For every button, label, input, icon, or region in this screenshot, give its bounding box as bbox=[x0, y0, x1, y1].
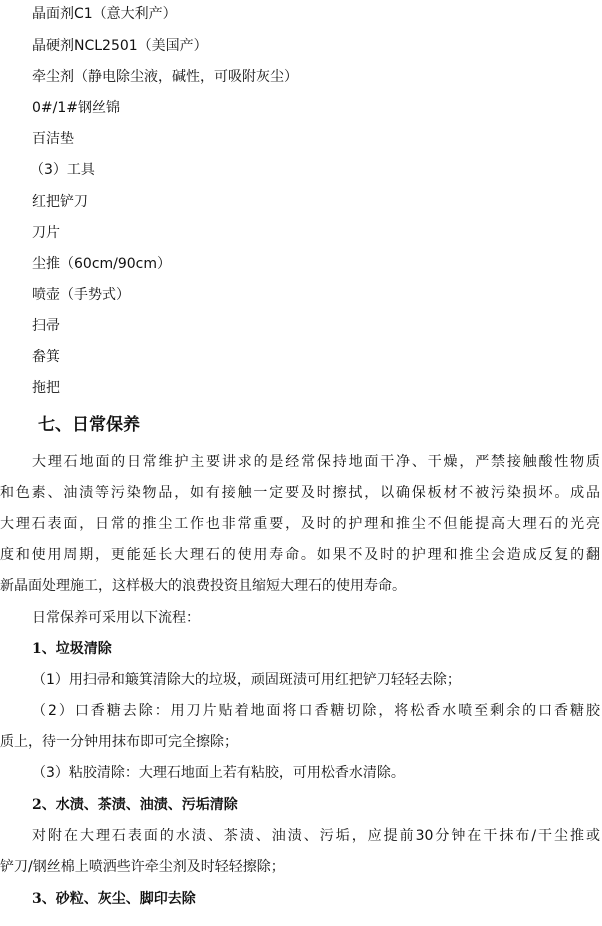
step-item: （2）口香糖去除：用刀片贴着地面将口香糖切除，将松香水喷至剩余的口香糖胶 bbox=[32, 703, 600, 719]
list-item: 拖把 bbox=[32, 380, 60, 396]
paragraph-line: 大理石表面，日常的推尘工作也非常重要，及时的护理和推尘不但能提高大理石的光亮 bbox=[0, 516, 600, 532]
list-item: 晶面剂C1（意大利产） bbox=[32, 6, 177, 22]
paragraph-line: 对附在大理石表面的水渍、茶渍、油渍、污垢，应提前30分钟在干抹布/干尘推或 bbox=[32, 828, 600, 844]
list-item: 刀片 bbox=[32, 225, 60, 241]
list-item: 红把铲刀 bbox=[32, 194, 88, 210]
paragraph-line: 新晶面处理施工，这样极大的浪费投资且缩短大理石的使用寿命。 bbox=[0, 578, 406, 594]
step-heading: 3、砂粒、灰尘、脚印去除 bbox=[32, 891, 196, 907]
step-heading: 1、垃圾清除 bbox=[32, 641, 112, 657]
step-item: 质上，待一分钟用抹布即可完全擦除； bbox=[0, 734, 238, 750]
paragraph-line: 和色素、油渍等污染物品，如有接触一定要及时擦拭，以确保板材不被污染损坏。成品 bbox=[0, 485, 600, 501]
list-item: 扫帚 bbox=[32, 318, 60, 334]
list-item: 喷壶（手势式） bbox=[32, 287, 130, 303]
step-heading: 2、水渍、茶渍、油渍、污垢清除 bbox=[32, 797, 238, 813]
section-heading: 七、日常保养 bbox=[38, 415, 140, 435]
step-item: （3）粘胶清除：大理石地面上若有粘胶，可用松香水清除。 bbox=[32, 765, 405, 781]
step-item: （1）用扫帚和簸箕清除大的垃圾，顽固斑渍可用红把铲刀轻轻去除； bbox=[32, 672, 461, 688]
paragraph-line: 大理石地面的日常维护主要讲求的是经常保持地面干净、干燥，严禁接触酸性物质 bbox=[32, 454, 600, 470]
tools-heading: （3）工具 bbox=[30, 162, 95, 178]
list-item: 晶硬剂NCL2501（美国产） bbox=[32, 38, 208, 54]
list-item: 百洁垫 bbox=[32, 131, 74, 147]
list-item: 牵尘剂（静电除尘液，碱性，可吸附灰尘） bbox=[32, 69, 298, 85]
process-intro: 日常保养可采用以下流程： bbox=[32, 610, 200, 626]
list-item: 尘推（60cm/90cm） bbox=[32, 256, 172, 272]
paragraph-line: 铲刀/钢丝棉上喷洒些许牵尘剂及时轻轻擦除； bbox=[0, 859, 285, 875]
list-item: 0#/1#钢丝锦 bbox=[32, 100, 120, 116]
paragraph-line: 度和使用周期，更能延长大理石的使用寿命。如果不及时的护理和推尘会造成反复的翻 bbox=[0, 547, 600, 563]
list-item: 畚箕 bbox=[32, 349, 60, 365]
